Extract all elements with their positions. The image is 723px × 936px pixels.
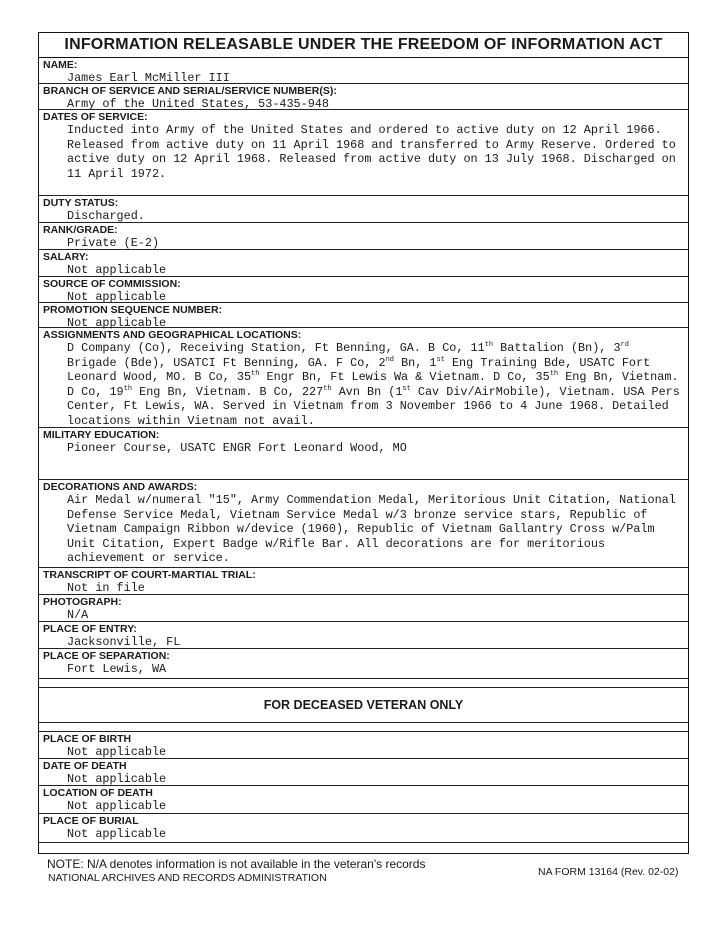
branch-value: Army of the United States, 53-435-948: [67, 97, 329, 111]
form-number: NA FORM 13164 (Rev. 02-02): [538, 866, 679, 878]
assignments-value: D Company (Co), Receiving Station, Ft Benning, GA. B Co, 11th Battalion (Bn), 3rd Brigade (Bde), USATCI Ft Benning, GA. F Co, 2nd Bn, 1st Eng Training Bde, USATC Fort Leonard Wood, MO. B Co, 35th Engr Bn, Ft Lewis Wa & Vietnam. D Co, 35th Eng Bn, Vietnam. D Co, 19th Eng Bn, Vietnam. B Co, 227th Avn Bn (1st Cav Div/AirMobile), Vietnam. USA Pers Center, Ft Lewis, WA. Served in Vietnam from 3 November 1966 to 4 June 1968. Detailed locations within Vietnam not avail.: [67, 341, 687, 428]
agency-footer: NATIONAL ARCHIVES AND RECORDS ADMINISTRATION: [48, 872, 327, 884]
burial-value: Not applicable: [67, 827, 167, 841]
court-martial-field: [39, 568, 688, 595]
dates-field: [39, 110, 688, 196]
deceased-heading: FOR DECEASED VETERAN ONLY: [39, 688, 688, 723]
birth-label: PLACE OF BIRTH: [43, 733, 132, 745]
salary-field: [39, 250, 688, 277]
promotion-label: PROMOTION SEQUENCE NUMBER:: [43, 304, 223, 316]
form-note: NOTE: N/A denotes information is not available in the veteran's records: [47, 857, 426, 871]
decorations-value: Air Medal w/numeral "15", Army Commendation Medal, Meritorious Unit Citation, National Defense Service Medal, Vietnam Service Medal w/3 bronze service stars, Republic of Vietnam Campaign Ribbon w/device (1960), Republic of Vietnam Gallantry Cross w/Palm Unit Citation, Expert Badge w/Rifle Bar. All decorations are for meritorious achievement or service.: [67, 493, 683, 565]
name-label: NAME:: [43, 59, 78, 71]
birth-field: [39, 732, 688, 759]
entry-field: [39, 622, 688, 649]
rank-label: RANK/GRADE:: [43, 224, 118, 236]
salary-value: Not applicable: [67, 263, 167, 277]
name-value: James Earl McMiller III: [67, 71, 230, 85]
death-date-value: Not applicable: [67, 772, 167, 786]
court-martial-label: TRANSCRIPT OF COURT-MARTIAL TRIAL:: [43, 569, 256, 581]
rank-field: [39, 223, 688, 250]
source-label: SOURCE OF COMMISSION:: [43, 278, 181, 290]
dates-value: Inducted into Army of the United States and ordered to active duty on 12 April 1966. Released from active duty on 11 April 1968 and transferred to Army Reserve. Ordered to active duty on 12 April 1968. Released from active duty on 13 July 1968. Discharged on 11 April 1972.: [67, 123, 683, 181]
assignments-field: [39, 328, 688, 428]
death-date-field: [39, 759, 688, 786]
section-divider: [39, 723, 688, 732]
decorations-label: DECORATIONS AND AWARDS:: [43, 481, 198, 493]
promotion-field: [39, 303, 688, 328]
section-divider: [39, 679, 688, 688]
entry-value: Jacksonville, FL: [67, 635, 181, 649]
death-date-label: DATE OF DEATH: [43, 760, 127, 772]
education-label: MILITARY EDUCATION:: [43, 429, 160, 441]
photograph-value: N/A: [67, 608, 89, 622]
death-location-label: LOCATION OF DEATH: [43, 787, 153, 799]
foia-form: [38, 32, 689, 871]
education-value: Pioneer Course, USATC ENGR Fort Leonard Wood, MO: [67, 441, 407, 455]
court-martial-value: Not in file: [67, 581, 145, 595]
duty-status-label: DUTY STATUS:: [43, 197, 119, 209]
form-title: INFORMATION RELEASABLE UNDER THE FREEDOM OF INFORMATION ACT: [39, 33, 688, 58]
separation-label: PLACE OF SEPARATION:: [43, 650, 170, 662]
birth-value: Not applicable: [67, 745, 167, 759]
photograph-label: PHOTOGRAPH:: [43, 596, 122, 608]
assignments-label: ASSIGNMENTS AND GEOGRAPHICAL LOCATIONS:: [43, 329, 302, 341]
decorations-field: [39, 480, 688, 568]
salary-label: SALARY:: [43, 251, 89, 263]
branch-field: [39, 84, 688, 110]
death-location-value: Not applicable: [67, 799, 167, 813]
duty-status-value: Discharged.: [67, 209, 145, 223]
burial-field: [39, 814, 688, 843]
photograph-field: [39, 595, 688, 622]
separation-value: Fort Lewis, WA: [67, 662, 167, 676]
source-value: Not applicable: [67, 290, 167, 304]
education-field: [39, 428, 688, 480]
branch-label: BRANCH OF SERVICE AND SERIAL/SERVICE NUMBER(S):: [43, 85, 337, 97]
separation-field: [39, 649, 688, 679]
rank-value: Private (E-2): [67, 236, 160, 250]
dates-label: DATES OF SERVICE:: [43, 111, 148, 123]
duty-status-field: [39, 196, 688, 223]
source-field: [39, 277, 688, 303]
promotion-value: Not applicable: [67, 316, 167, 330]
entry-label: PLACE OF ENTRY:: [43, 623, 137, 635]
burial-label: PLACE OF BURIAL: [43, 815, 139, 827]
name-field: [39, 58, 688, 84]
death-location-field: [39, 786, 688, 814]
